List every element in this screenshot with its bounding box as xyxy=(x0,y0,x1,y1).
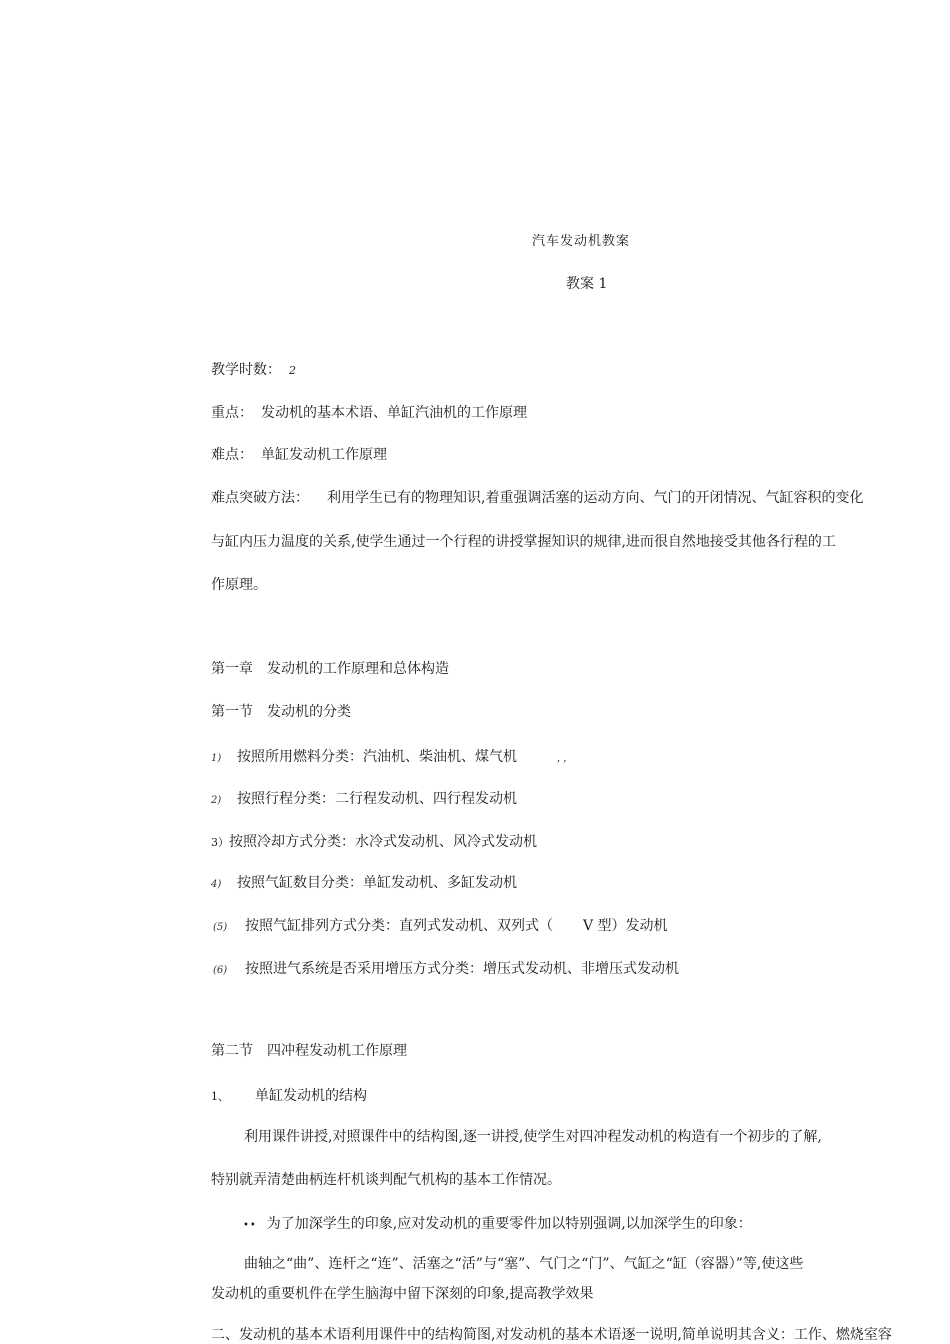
chapter-heading: 第一章 发动机的工作原理和总体构造 xyxy=(211,661,449,677)
list-item xyxy=(213,960,679,980)
list-item-text: 按照进气系统是否采用增压方式分类：增压式发动机、非增压式发动机 xyxy=(245,961,679,977)
subsection-title: 单缸发动机的结构 xyxy=(255,1088,367,1104)
method-line-1 xyxy=(211,489,863,507)
method-label: 难点突破方法： xyxy=(211,490,309,506)
subsection-marker: 1、 xyxy=(211,1090,229,1103)
list-item xyxy=(211,748,567,768)
paragraph-line: 二、发动机的基本术语利用课件中的结构简图,对发动机的基本术语逐一说明,简单说明其含义：工作、燃烧室容 xyxy=(211,1327,892,1343)
paragraph-line: 利用课件讲授,对照课件中的结构图,逐一讲授,使学生对四冲程发动机的构造有一个初步的了解, xyxy=(244,1129,822,1145)
document-title: 汽车发动机教案 xyxy=(532,234,631,249)
list-item-extra: , , xyxy=(557,753,567,764)
method-line-3: 作原理。 xyxy=(211,577,267,593)
difficulty-label: 难点： xyxy=(211,447,253,463)
lesson-plan-number: 教案 1 xyxy=(566,276,608,292)
bullet-item xyxy=(243,1215,752,1235)
list-item-marker: (6) xyxy=(213,965,228,976)
list-item xyxy=(211,833,537,852)
section-heading-1: 第一节 发动机的分类 xyxy=(211,704,351,720)
key-point xyxy=(211,404,527,422)
subsection-heading xyxy=(211,1087,367,1106)
list-item-text: 按照行程分类：二行程发动机、四行程发动机 xyxy=(237,791,517,807)
list-item-text: 按照所用燃料分类：汽油机、柴油机、煤气机 xyxy=(237,749,517,765)
list-item-text: 按照冷却方式分类：水冷式发动机、风冷式发动机 xyxy=(229,834,537,850)
list-item xyxy=(211,874,517,894)
list-item-text: 按照气缸数目分类：单缸发动机、多缸发动机 xyxy=(237,875,517,891)
bullet-marker: •• xyxy=(243,1220,257,1231)
teaching-hours xyxy=(211,361,296,380)
list-item-text: 按照气缸排列方式分类：直列式发动机、双列式（ xyxy=(245,918,553,934)
difficulty-text: 单缸发动机工作原理 xyxy=(261,447,387,463)
list-item xyxy=(213,917,668,937)
paragraph-line: 发动机的重要机件在学生脑海中留下深刻的印象,提高教学效果 xyxy=(211,1286,594,1302)
list-item-marker: 3） xyxy=(211,836,229,849)
bullet-text: 为了加深学生的印象,应对发动机的重要零件加以特别强调,以加深学生的印象： xyxy=(266,1216,752,1232)
key-point-label: 重点： xyxy=(211,405,253,421)
key-point-text: 发动机的基本术语、单缸汽油机的工作原理 xyxy=(261,405,527,421)
method-text-1: 利用学生已有的物理知识,着重强调活塞的运动方向、气门的开闭情况、气缸容积的变化 xyxy=(327,490,864,506)
list-item-marker: (5) xyxy=(213,922,228,933)
list-item-marker: 2) xyxy=(211,795,222,806)
section-heading-2: 第二节 四冲程发动机工作原理 xyxy=(211,1043,407,1059)
list-item-marker: 4) xyxy=(211,879,222,890)
method-line-2: 与缸内压力温度的关系,使学生通过一个行程的讲授掌握知识的规律,进而很自然地接受其他各行程的工 xyxy=(211,534,836,550)
list-item-marker: 1) xyxy=(211,753,222,764)
list-item-extra: V 型）发动机 xyxy=(583,918,668,934)
list-item xyxy=(211,790,517,810)
paragraph-line: 曲轴之“曲”、连杆之“连”、活塞之“活”与“塞”、气门之“门”、气缸之“缸（容器）”等,使这些 xyxy=(244,1256,804,1272)
difficulty xyxy=(211,446,387,464)
teaching-hours-label: 教学时数： xyxy=(211,362,281,378)
teaching-hours-value: 2 xyxy=(289,364,296,377)
paragraph-line: 特别就弄清楚曲柄连杆机谈判配气机构的基本工作情况。 xyxy=(211,1172,561,1188)
